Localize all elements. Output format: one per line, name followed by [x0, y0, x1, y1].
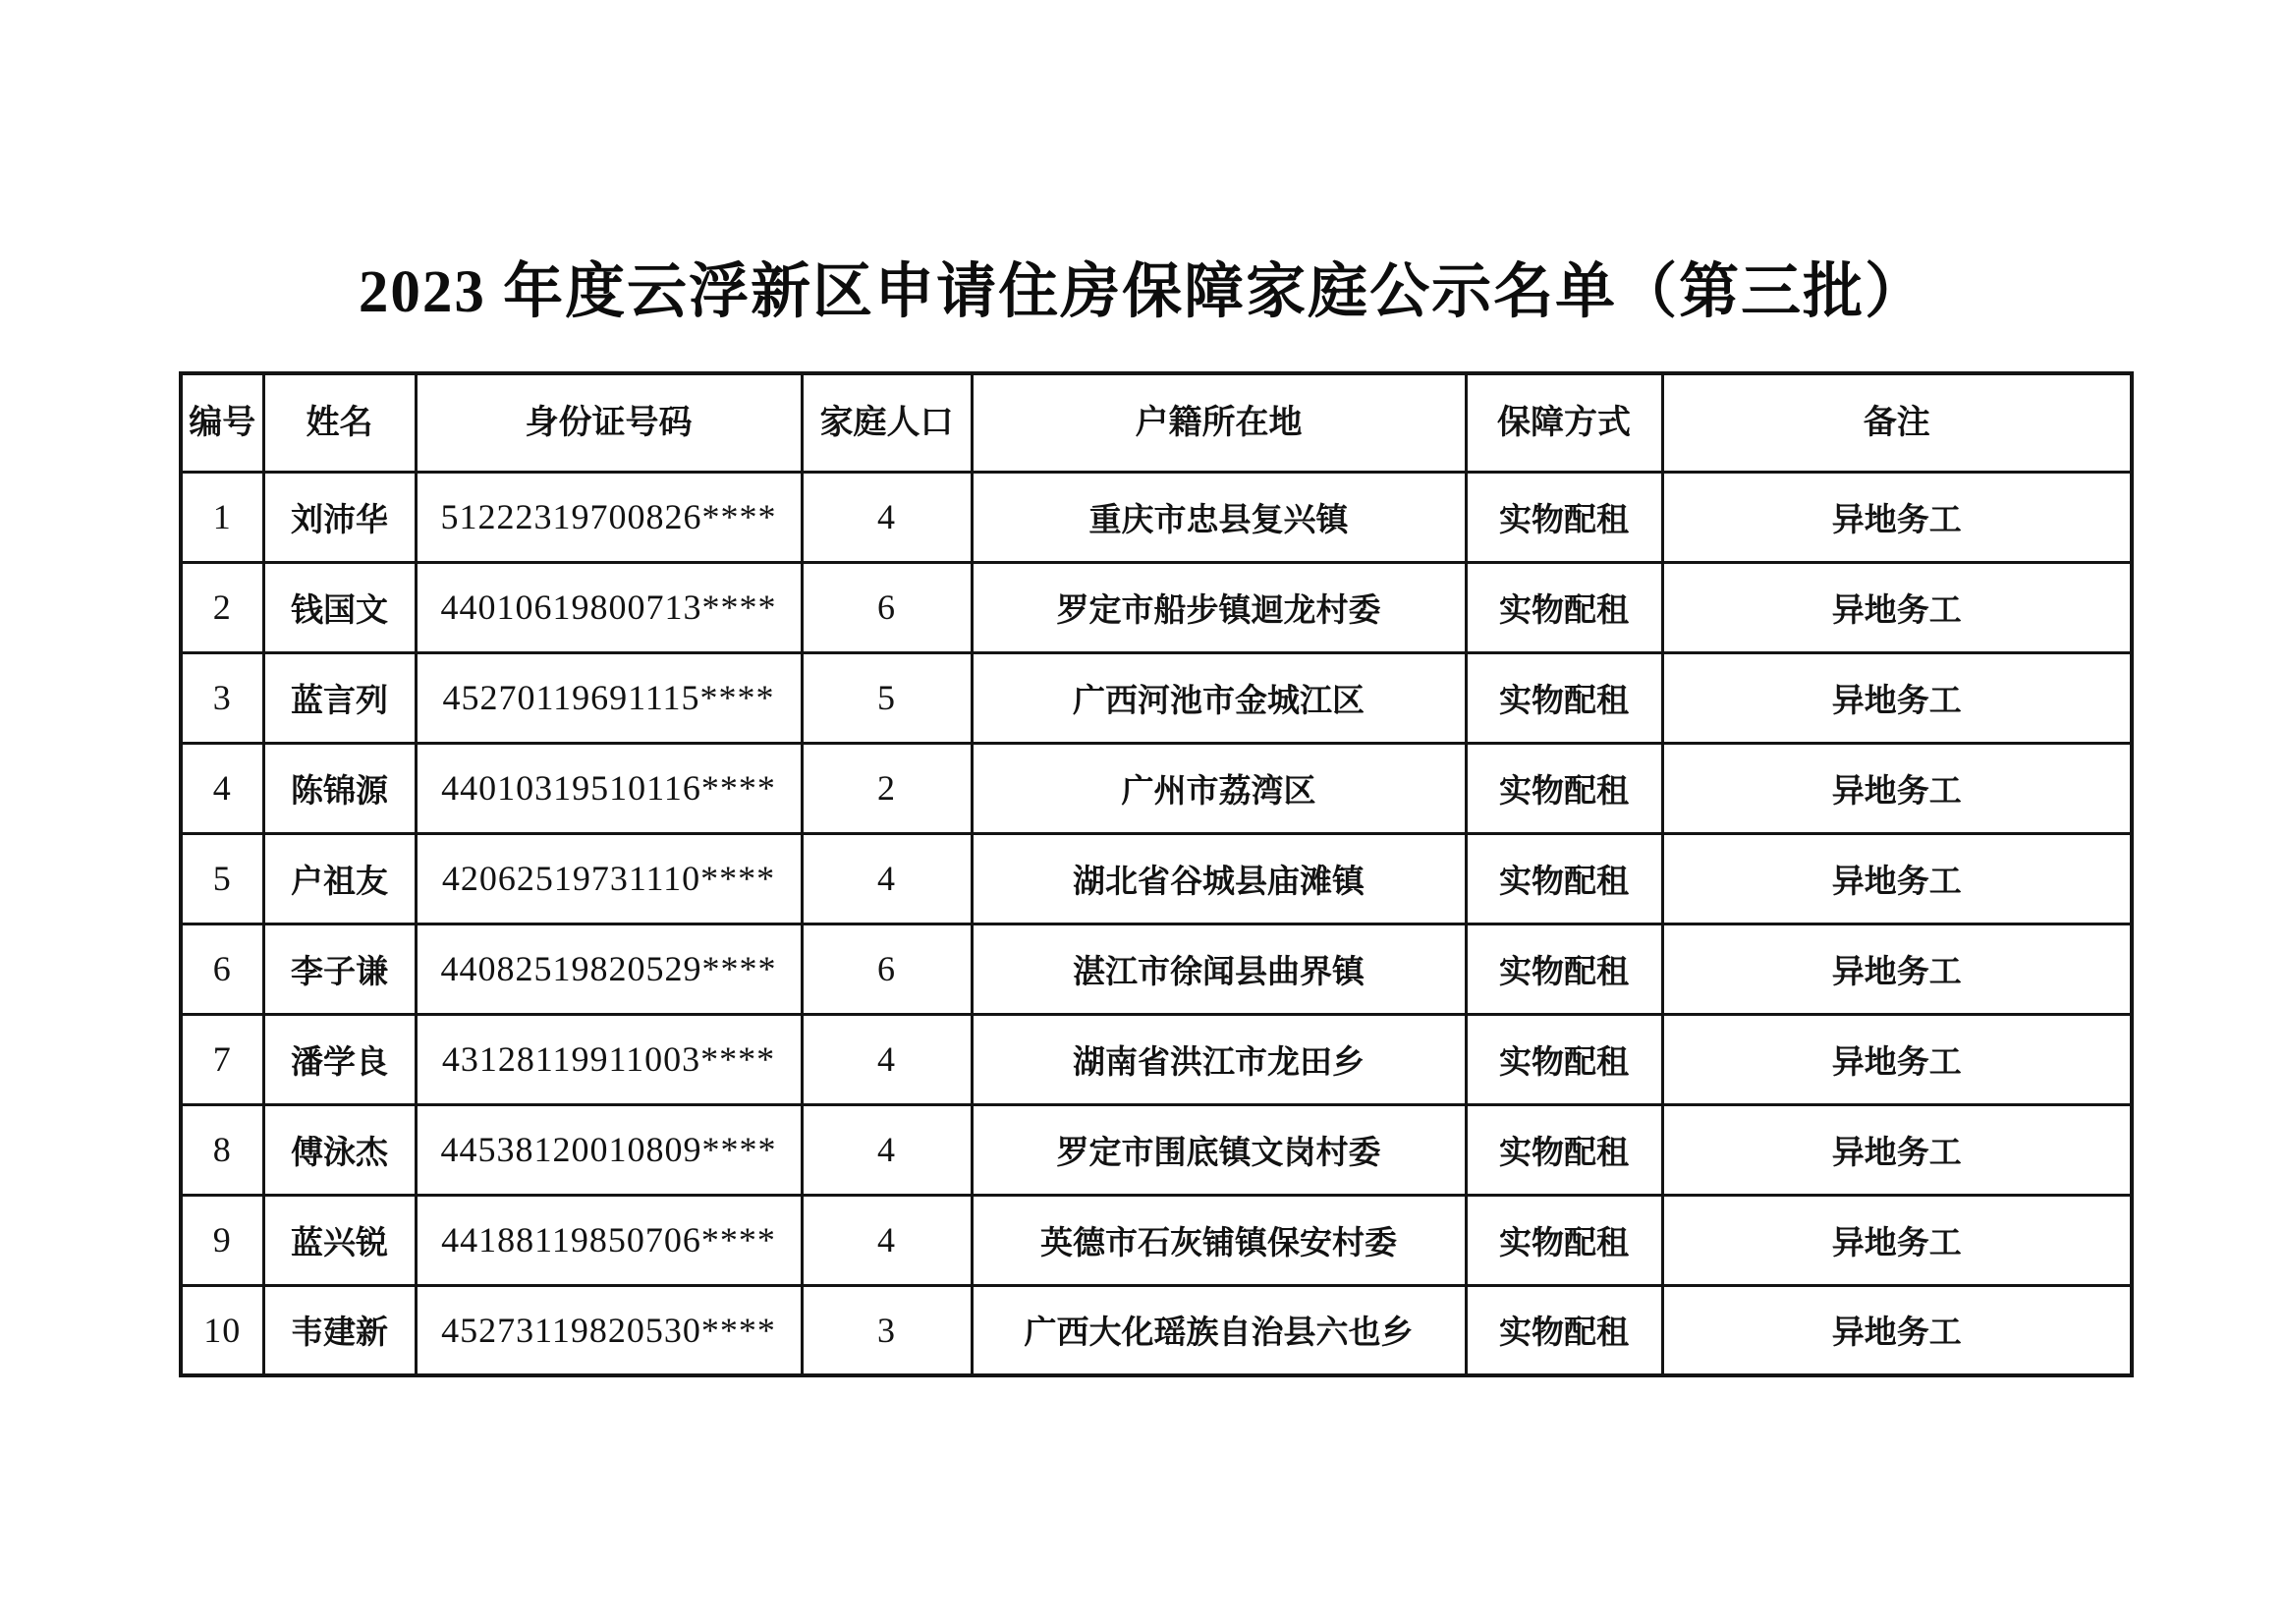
cell-name: 刘沛华 — [263, 472, 416, 562]
cell-id-number: 44538120010809**** — [416, 1104, 802, 1195]
cell-registered-location: 湖北省谷城县庙滩镇 — [972, 833, 1466, 924]
cell-id-number: 44010319510116**** — [416, 743, 802, 833]
header-index: 编号 — [181, 373, 263, 472]
cell-family-size: 6 — [802, 924, 972, 1014]
cell-id-number: 44082519820529**** — [416, 924, 802, 1014]
cell-name: 李子谦 — [263, 924, 416, 1014]
cell-registered-location: 广西河池市金城江区 — [972, 652, 1466, 743]
header-family-size: 家庭人口 — [802, 373, 972, 472]
cell-index: 10 — [181, 1285, 263, 1375]
table-row — [181, 1014, 2132, 1104]
cell-registered-location: 罗定市船步镇迴龙村委 — [972, 562, 1466, 652]
cell-name: 钱国文 — [263, 562, 416, 652]
cell-security-type: 实物配租 — [1466, 924, 1662, 1014]
cell-remark: 异地务工 — [1662, 1014, 2132, 1104]
cell-security-type: 实物配租 — [1466, 562, 1662, 652]
cell-name: 陈锦源 — [263, 743, 416, 833]
cell-index: 9 — [181, 1195, 263, 1285]
cell-index: 4 — [181, 743, 263, 833]
cell-id-number: 43128119911003**** — [416, 1014, 802, 1104]
cell-remark: 异地务工 — [1662, 652, 2132, 743]
cell-index: 5 — [181, 833, 263, 924]
cell-family-size: 5 — [802, 652, 972, 743]
cell-remark: 异地务工 — [1662, 472, 2132, 562]
table-row — [181, 1195, 2132, 1285]
cell-remark: 异地务工 — [1662, 1195, 2132, 1285]
cell-index: 8 — [181, 1104, 263, 1195]
header-name: 姓名 — [263, 373, 416, 472]
cell-name: 傅泳杰 — [263, 1104, 416, 1195]
cell-security-type: 实物配租 — [1466, 652, 1662, 743]
header-row — [181, 373, 2132, 472]
cell-remark: 异地务工 — [1662, 924, 2132, 1014]
table-row — [181, 562, 2132, 652]
table-row — [181, 924, 2132, 1014]
cell-name: 蓝兴锐 — [263, 1195, 416, 1285]
cell-family-size: 3 — [802, 1285, 972, 1375]
cell-registered-location: 广西大化瑶族自治县六也乡 — [972, 1285, 1466, 1375]
cell-security-type: 实物配租 — [1466, 1195, 1662, 1285]
table-row — [181, 1104, 2132, 1195]
cell-security-type: 实物配租 — [1466, 472, 1662, 562]
cell-name: 韦建新 — [263, 1285, 416, 1375]
cell-family-size: 4 — [802, 833, 972, 924]
header-remark: 备注 — [1662, 373, 2132, 472]
cell-family-size: 6 — [802, 562, 972, 652]
cell-family-size: 4 — [802, 1195, 972, 1285]
cell-remark: 异地务工 — [1662, 1285, 2132, 1375]
cell-id-number: 51222319700826**** — [416, 472, 802, 562]
table-row — [181, 472, 2132, 562]
cell-index: 2 — [181, 562, 263, 652]
header-security-type: 保障方式 — [1466, 373, 1662, 472]
cell-name: 户祖友 — [263, 833, 416, 924]
cell-index: 1 — [181, 472, 263, 562]
cell-id-number: 44010619800713**** — [416, 562, 802, 652]
cell-id-number: 44188119850706**** — [416, 1195, 802, 1285]
cell-security-type: 实物配租 — [1466, 1014, 1662, 1104]
cell-registered-location: 湛江市徐闻县曲界镇 — [972, 924, 1466, 1014]
table-header — [181, 373, 2132, 472]
cell-security-type: 实物配租 — [1466, 1104, 1662, 1195]
cell-family-size: 4 — [802, 1014, 972, 1104]
cell-security-type: 实物配租 — [1466, 743, 1662, 833]
cell-index: 3 — [181, 652, 263, 743]
cell-family-size: 2 — [802, 743, 972, 833]
cell-family-size: 4 — [802, 1104, 972, 1195]
cell-security-type: 实物配租 — [1466, 1285, 1662, 1375]
document-title: 2023 年度云浮新区申请住房保障家庭公示名单（第三批） — [358, 259, 1927, 325]
cell-id-number: 45273119820530**** — [416, 1285, 802, 1375]
cell-security-type: 实物配租 — [1466, 833, 1662, 924]
roster-table — [179, 371, 2134, 1377]
cell-name: 蓝言列 — [263, 652, 416, 743]
header-registered-location: 户籍所在地 — [972, 373, 1466, 472]
cell-index: 6 — [181, 924, 263, 1014]
cell-index: 7 — [181, 1014, 263, 1104]
cell-registered-location: 英德市石灰铺镇保安村委 — [972, 1195, 1466, 1285]
cell-family-size: 4 — [802, 472, 972, 562]
cell-registered-location: 重庆市忠县复兴镇 — [972, 472, 1466, 562]
table-row — [181, 1285, 2132, 1375]
cell-remark: 异地务工 — [1662, 562, 2132, 652]
cell-name: 潘学良 — [263, 1014, 416, 1104]
cell-id-number: 45270119691115**** — [416, 652, 802, 743]
cell-remark: 异地务工 — [1662, 743, 2132, 833]
cell-id-number: 42062519731110**** — [416, 833, 802, 924]
header-id-number: 身份证号码 — [416, 373, 802, 472]
table-row — [181, 743, 2132, 833]
table-row — [181, 833, 2132, 924]
cell-remark: 异地务工 — [1662, 1104, 2132, 1195]
table-body — [181, 472, 2132, 1375]
cell-registered-location: 广州市荔湾区 — [972, 743, 1466, 833]
cell-remark: 异地务工 — [1662, 833, 2132, 924]
cell-registered-location: 罗定市围底镇文岗村委 — [972, 1104, 1466, 1195]
cell-registered-location: 湖南省洪江市龙田乡 — [972, 1014, 1466, 1104]
table-row — [181, 652, 2132, 743]
